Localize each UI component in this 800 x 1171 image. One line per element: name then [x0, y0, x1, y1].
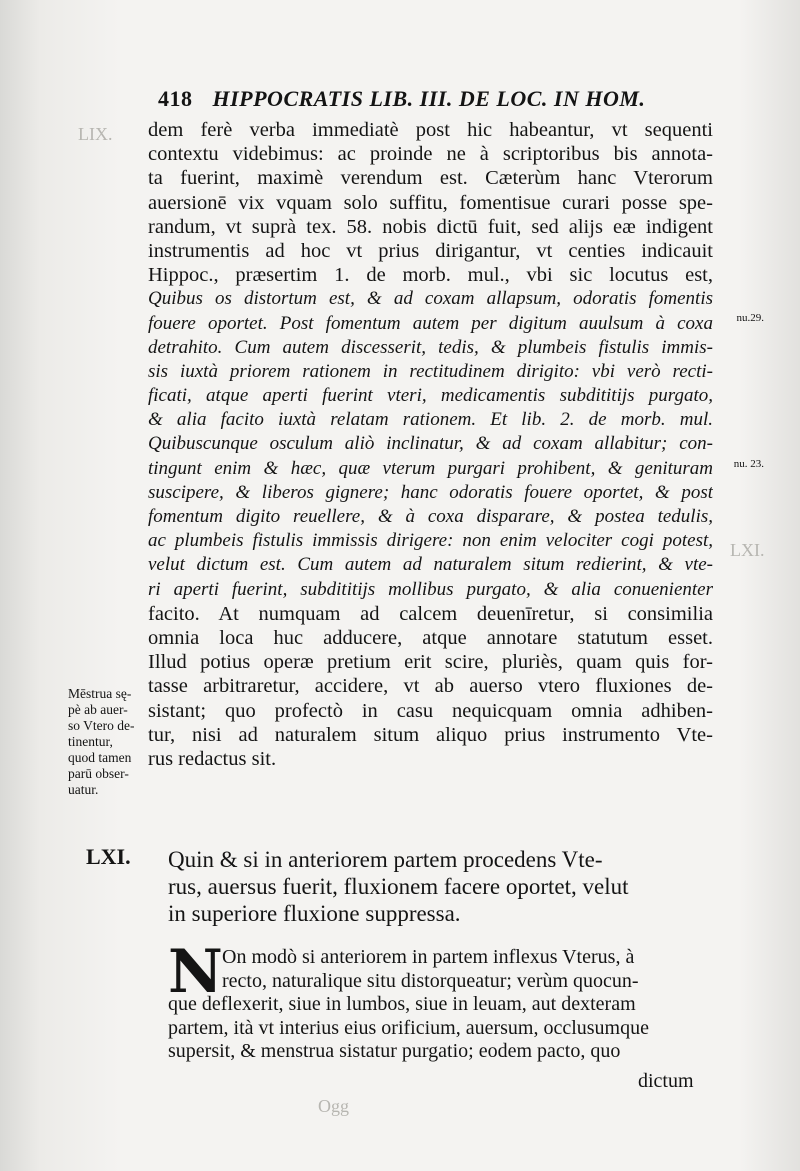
- margin-note-line: pè ab auer-: [68, 702, 128, 717]
- text-line: velut dictum est. Cum autem ad naturalem situm redierint, & vte-: [148, 554, 713, 576]
- text-line: suscipere, & liberos gignere; hanc odoratis fouere oportet, & post: [148, 481, 713, 503]
- text-line: partem, ità vt interius eius orificium, auersum, occlusumque: [168, 1016, 649, 1039]
- text-line: instrumentis ad hoc vt prius dirigantur, vt centies indicauit: [148, 239, 713, 262]
- catchword: dictum: [638, 1070, 694, 1092]
- text-line: ac plumbeis fistulis immissis dirigere: non enim velociter cogi potest,: [148, 530, 713, 552]
- running-header: [158, 86, 658, 116]
- text-line: Illud potius operæ pretium erit scire, pluriès, quam quis for-: [148, 651, 713, 674]
- text-line: Quibuscunque osculum aliò inclinatur, & ad coxam allabitur; con-: [148, 433, 713, 455]
- text-line: sistant; quo profectò in casu nequicquam omnia adhiben-: [148, 699, 713, 722]
- text-line: fomentum digito reuellere, & à coxa disparare, & postea tedulis,: [148, 506, 713, 527]
- text-line: Quibus os distortum est, & ad coxam allapsum, odoratis fomentis: [148, 288, 713, 310]
- margin-note-line: uatur.: [68, 782, 99, 797]
- heading-line: in superiore fluxione suppressa.: [168, 901, 461, 926]
- margin-note-line: so Vtero de-: [68, 718, 135, 733]
- text-line: tingunt enim & hæc, quæ vterum purgari prohibent, & genituram: [148, 457, 713, 479]
- heading-line: Quin & si in anteriorem partem procedens Vte-: [168, 847, 603, 872]
- text-line: tasse arbitraretur, accidere, vt ab auerso vtero fluxiones de-: [148, 675, 713, 698]
- text-line: fouere oportet. Post fomentum autem per digitum auulsum à coxa: [148, 312, 713, 334]
- text-line: & alia facito iuxtà relatam rationem. Et lib. 2. de morb. mul.: [148, 409, 713, 431]
- text-line: recto, naturalique situ distorqueatur; verùm quocun-: [222, 969, 639, 992]
- text-line: tur, nisi ad naturalem situm aliquo prius instrumento Vte-: [148, 723, 713, 746]
- running-title: HIPPOCRATIS LIB. III. DE LOC. IN HOM.: [212, 86, 646, 111]
- text-line: rus redactus sit.: [148, 747, 277, 770]
- text-line: supersit, & menstrua sistatur purgatio; eodem pacto, quo: [168, 1040, 621, 1062]
- main-text-block: [148, 118, 713, 771]
- margin-reference: nu.29.: [736, 312, 764, 324]
- bleed-through-text: LXI.: [730, 540, 765, 560]
- text-line: randum, vt suprà tex. 58. nobis dictū fuit, sed alijs eæ indigent: [148, 215, 713, 238]
- drop-cap: N: [168, 937, 223, 1007]
- text-line: dem ferè verba immediatè post hic habeantur, vt sequenti: [148, 119, 713, 141]
- section-number: LXI.: [86, 844, 131, 869]
- text-line: que deflexerit, siue in lumbos, siue in leuam, aut dexteram: [168, 993, 636, 1015]
- text-line: omnia loca huc adducere, atque annotare statutum esset.: [148, 626, 713, 649]
- section-heading: [168, 846, 713, 927]
- text-line: Hippoc., præsertim 1. de morb. mul., vbi sic locutus est,: [148, 264, 713, 287]
- margin-reference: nu. 23.: [733, 458, 764, 470]
- text-line: detrahito. Cum autem discesserit, tedis, & plumbeis fistulis immis-: [148, 336, 713, 358]
- margin-note-line: Mēstrua sę-: [68, 686, 132, 701]
- margin-note-line: quod tamen: [68, 750, 132, 765]
- text-line: ficati, atque aperti fuerint vteri, medicamentis subdititijs purgato,: [148, 385, 713, 407]
- margin-note-line: parū obser-: [68, 766, 129, 781]
- text-line: facito. At numquam ad calcem deuenīretur, si consimilia: [148, 602, 713, 625]
- heading-line: rus, auersus fuerit, fluxionem facere oportet, velut: [168, 874, 629, 899]
- text-line: ta fuerint, maximè verendum est. Cæterùm hanc Vterorum: [148, 167, 713, 190]
- page-number: 418: [158, 86, 193, 111]
- margin-note-line: tinentur,: [68, 734, 113, 749]
- text-line: ri aperti fuerint, subdititijs mollibus purgato, & alia conuenienter: [148, 578, 713, 600]
- text-line: sis iuxtà priorem rationem in rectitudinem dirigito: vbi verò recti-: [148, 360, 713, 382]
- left-margin-note: [68, 686, 148, 798]
- text-line: On modò si anteriorem in partem inflexus Vterus, à: [222, 946, 635, 968]
- text-line: contextu videbimus: ac proinde ne à scriptoribus bis annota-: [148, 143, 713, 166]
- section-body: [168, 946, 714, 1064]
- bleed-through-text: Ogg: [318, 1096, 349, 1116]
- bleed-through-text: LIX.: [78, 124, 113, 144]
- text-line: auersionē vix vquam solo suffitu, fomentisue curari posse spe-: [148, 191, 713, 214]
